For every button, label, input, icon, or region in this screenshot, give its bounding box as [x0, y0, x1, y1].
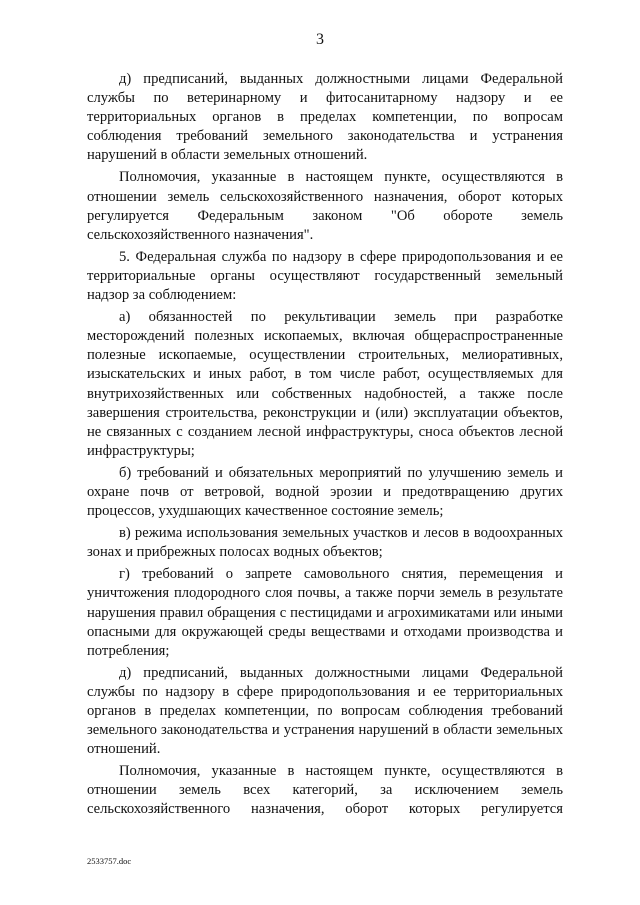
paragraph-recultivation-duties: а) обязанностей по рекультивации земель при разработке месторождений полезных ископаемых, включая общераспространенные полезные ископаемые, осуществлении строительных, мелиоративных, изыскательских и иных работ, в том числе работ, осуществляемых для внутрихозяйственных или собственных надобностей, а также после завершения строительства, реконструкции и (или) эксплуатации объектов, не связанных с созданием лесной инфраструктуры, сноса объектов лесной инфраструктуры; — [87, 309, 563, 459]
document-body — [87, 70, 563, 823]
page-number: 3 — [316, 31, 324, 48]
paragraph-nature-prescriptions: д) предписаний, выданных должностными лицами Федеральной службы по надзору в сфере природопользования и ее территориальных органов в пределах компетенции, по вопросам соблюдения требований земельного законодательства и устранения нарушений в области земельных отношений. — [87, 664, 563, 758]
paragraph-powers-all-categories: Полномочия, указанные в настоящем пункте, осуществляются в отношении земель всех категорий, за исключением земель сельскохозяйственного назначения, оборот которых регулируется — [87, 763, 563, 818]
file-name-label: 2533757.doc — [87, 856, 132, 866]
paragraph-fertile-layer-ban: г) требований о запрете самовольного снятия, перемещения и уничтожения плодородного слоя почвы, а также порчи земель в результате нарушения правил обращения с пестицидами и агрохимикатами или иными опасными для окружающей среды веществами и отходами производства и потребления; — [87, 566, 563, 659]
paragraph-nature-supervision-service: 5. Федеральная служба по надзору в сфере природопользования и ее территориальные органы осуществляют государственный земельный надзор за соблюдением: — [87, 248, 563, 304]
paragraph-water-protection-zones: в) режима использования земельных участков и лесов в водоохранных зонах и прибрежных полосах водных объектов; — [87, 525, 563, 561]
paragraph-vet-prescriptions: д) предписаний, выданных должностными лицами Федеральной службы по ветеринарному и фитосанитарному надзору и ее территориальных органов в пределах компетенции, по вопросам соблюдения требований земельного законодательства и устранения нарушений в области земельных отношений. — [87, 71, 563, 164]
paragraph-soil-protection: б) требований и обязательных мероприятий по улучшению земель и охране почв от ветровой, водной эрозии и предотвращению других процессов, ухудшающих качественное состояние земель; — [87, 464, 563, 520]
paragraph-powers-agricultural-land: Полномочия, указанные в настоящем пункте, осуществляются в отношении земель сельскохозяйственного назначения, оборот которых регулируется Федеральным законом "Об обороте земель сельскохозяйственного назначения". — [87, 169, 563, 243]
